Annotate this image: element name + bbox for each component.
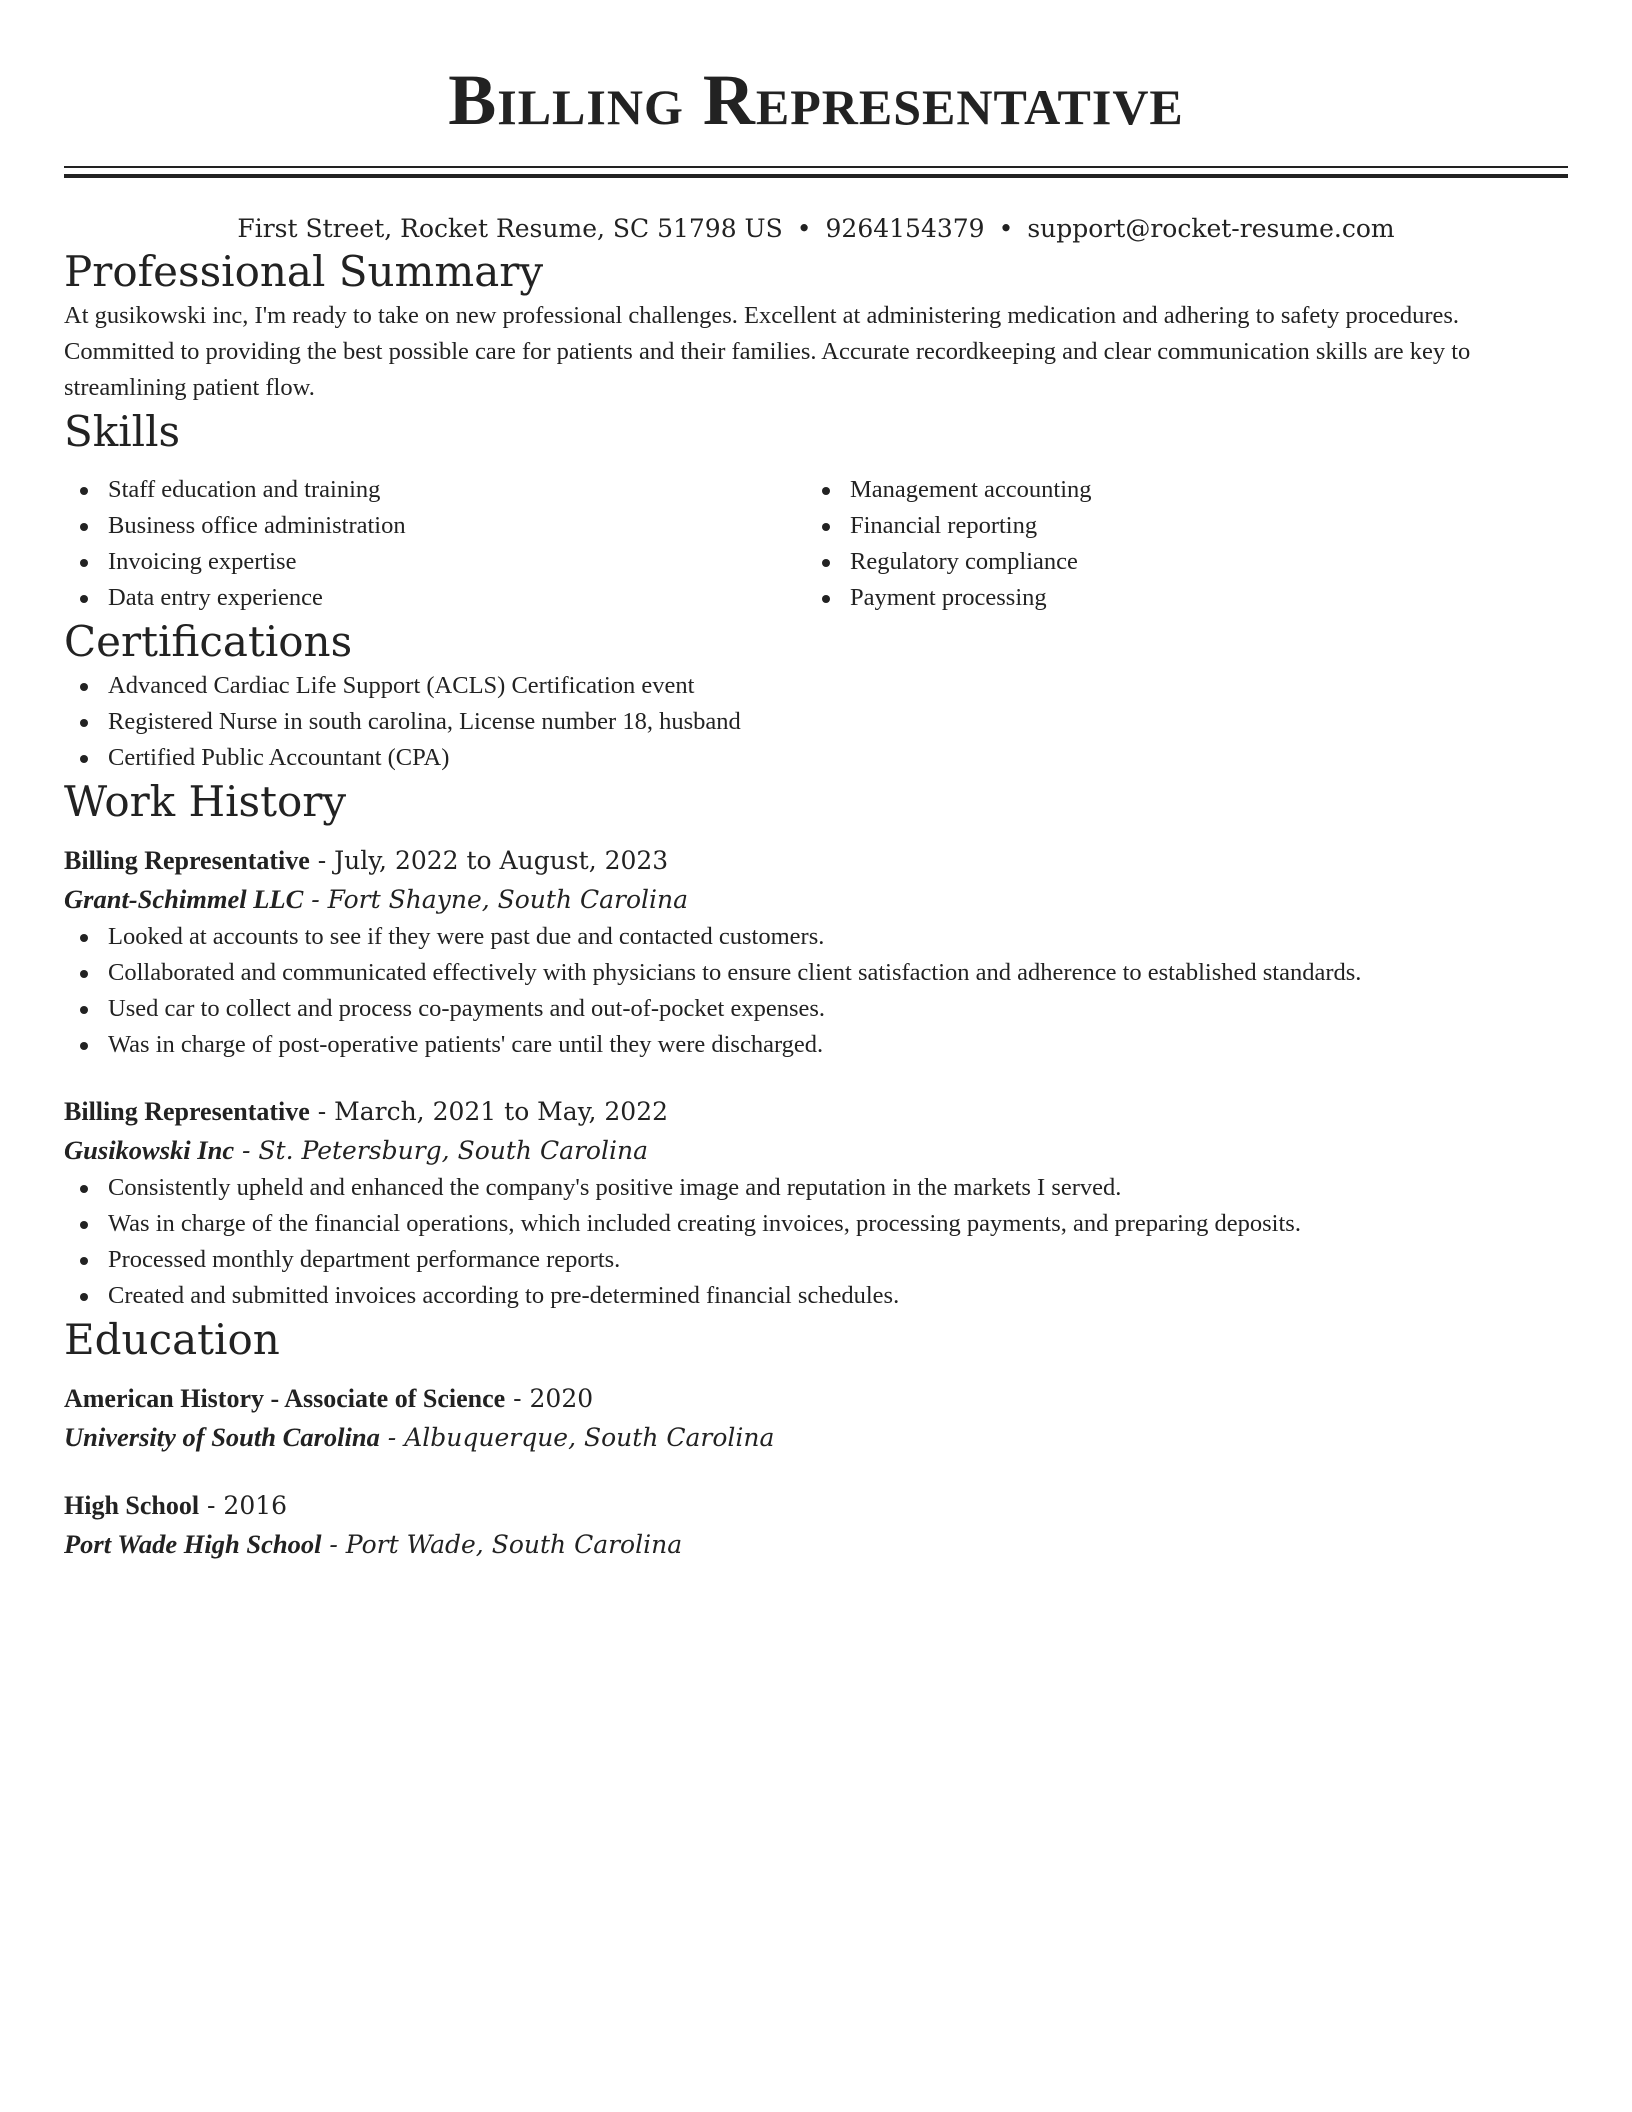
job-role: Billing Representative (64, 846, 310, 875)
job-role: Billing Representative (64, 1097, 310, 1126)
divider-thick-line (64, 174, 1568, 178)
contact-address: First Street, Rocket Resume, SC 51798 US (237, 214, 783, 243)
education-entry (64, 1380, 1568, 1457)
certification-item: Certified Public Accountant (CPA) (64, 740, 1568, 776)
job-employer (64, 880, 1568, 919)
job-location: - St. Petersburg, South Carolina (234, 1136, 648, 1165)
education-entry (64, 1487, 1568, 1564)
skill-item: Management accounting (806, 472, 1548, 508)
job-company: Grant-Schimmel LLC (64, 884, 304, 914)
summary-text: At gusikowski inc, I'm ready to take on new professional challenges. Excellent at administering medication and adhering to safety procedures. Committed to providing the best possible care for patients and their families. Accurate recordkeeping and clear communication skills are key to streamlining patient flow. (64, 302, 1471, 401)
certifications-heading: Certifications (64, 617, 353, 666)
divider-thin-line (64, 166, 1568, 168)
education-degree: High School (64, 1491, 200, 1520)
summary-heading: Professional Summary (64, 247, 544, 296)
skill-item: Data entry experience (64, 580, 806, 616)
contact-phone: 9264154379 (825, 214, 985, 243)
job-bullet: Collaborated and communicated effectively with physicians to ensure client satisfaction and adherence to established standards. (64, 955, 1568, 991)
certifications-list (64, 668, 1568, 776)
work-history-heading: Work History (64, 777, 347, 826)
job-location: - Fort Shayne, South Carolina (303, 885, 689, 914)
job-bullet: Consistently upheld and enhanced the company's positive image and reputation in the markets I served. (64, 1170, 1568, 1206)
education-header (64, 1487, 1568, 1525)
job-bullet: Was in charge of the financial operations, which included creating invoices, processing payments, and preparing deposits. (64, 1206, 1568, 1242)
title-divider (64, 166, 1568, 178)
job-bullets (64, 919, 1568, 1063)
contact-email: support@rocket-resume.com (1027, 214, 1395, 243)
education-year: - 2020 (505, 1384, 594, 1413)
education-degree: American History - Associate of Science (64, 1384, 506, 1413)
skill-item: Payment processing (806, 580, 1548, 616)
contact-line (64, 212, 1568, 246)
job-entry (64, 842, 1568, 1063)
education-location: - Port Wade, South Carolina (321, 1530, 683, 1559)
job-bullet: Created and submitted invoices according to pre-determined financial schedules. (64, 1278, 1568, 1314)
skill-item: Business office administration (64, 508, 806, 544)
skill-item: Regulatory compliance (806, 544, 1548, 580)
education-heading: Education (64, 1315, 280, 1364)
job-bullets (64, 1170, 1568, 1314)
job-bullet: Looked at accounts to see if they were past due and contacted customers. (64, 919, 1568, 955)
certification-item: Advanced Cardiac Life Support (ACLS) Certification event (64, 668, 1568, 704)
education-location: - Albuquerque, South Carolina (379, 1423, 775, 1452)
resume-title: Billing Representative (448, 60, 1184, 140)
skills-heading: Skills (64, 407, 181, 456)
job-dates: - July, 2022 to August, 2023 (309, 846, 669, 875)
skills-left-list (64, 472, 806, 616)
education-school: Port Wade High School (64, 1529, 322, 1559)
education-header (64, 1380, 1568, 1418)
skill-item: Financial reporting (806, 508, 1548, 544)
job-company: Gusikowski Inc (64, 1135, 235, 1165)
contact-separator: • (998, 214, 1014, 243)
contact-separator: • (796, 214, 812, 243)
job-bullet: Used car to collect and process co-payments and out-of-pocket expenses. (64, 991, 1568, 1027)
education-school-line (64, 1525, 1568, 1564)
education-year: - 2016 (199, 1491, 288, 1520)
job-header (64, 1093, 1568, 1131)
skills-right-list (806, 472, 1548, 616)
skill-item: Staff education and training (64, 472, 806, 508)
job-header (64, 842, 1568, 880)
certification-item: Registered Nurse in south carolina, License number 18, husband (64, 704, 1568, 740)
job-bullet: Processed monthly department performance reports. (64, 1242, 1568, 1278)
job-entry (64, 1093, 1568, 1314)
education-school: University of South Carolina (64, 1422, 380, 1452)
job-dates: - March, 2021 to May, 2022 (309, 1097, 669, 1126)
education-school-line (64, 1418, 1568, 1457)
skill-item: Invoicing expertise (64, 544, 806, 580)
job-employer (64, 1131, 1568, 1170)
skills-grid (64, 472, 1568, 616)
job-bullet: Was in charge of post-operative patients' care until they were discharged. (64, 1027, 1568, 1063)
